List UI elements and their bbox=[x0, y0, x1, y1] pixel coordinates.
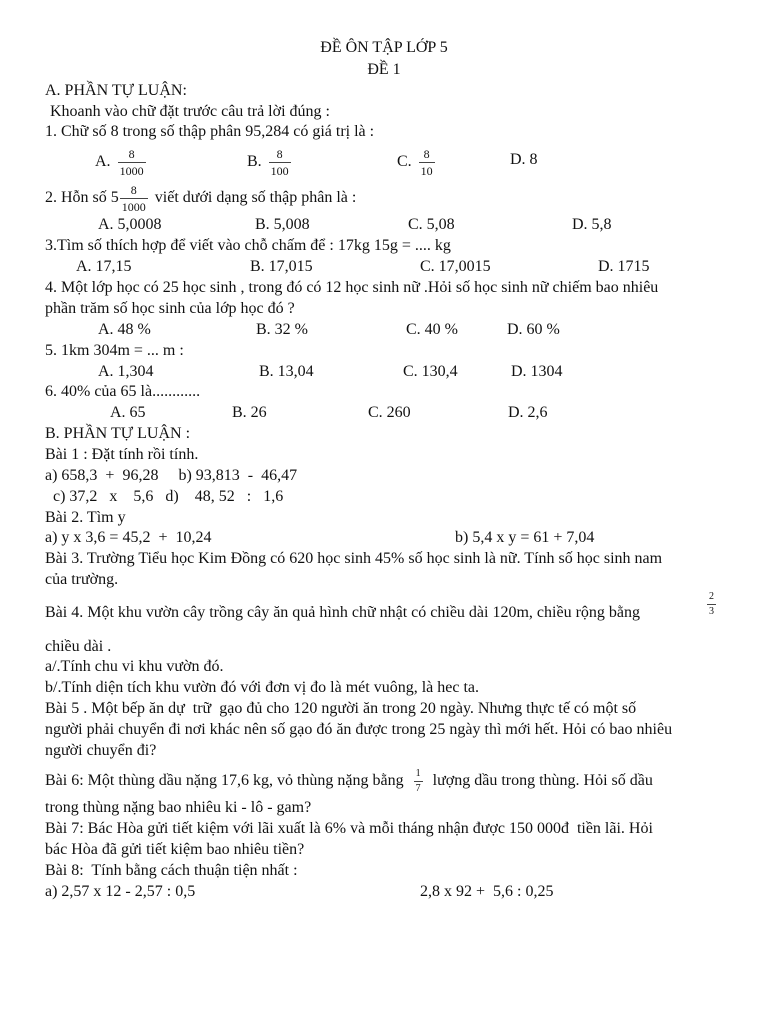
exercise-6-line-1 bbox=[45, 769, 653, 794]
q1-option-c bbox=[397, 148, 438, 177]
exercise-4-part-a: a/.Tính chu vi khu vườn đó. bbox=[45, 658, 224, 675]
exercise-6-prefix: Bài 6: Một thùng dầu nặng 17,6 kg, vỏ thùng nặng bằng bbox=[45, 772, 404, 790]
exercise-8-title: Bài 8: Tính bằng cách thuận tiện nhất : bbox=[45, 862, 298, 879]
q3-option-c: C. 17,0015 bbox=[420, 258, 491, 275]
exercise-5-line-1: Bài 5 . Một bếp ăn dự trữ gạo đủ cho 120 người ăn trong 20 ngày. Nhưng thực tế có một số bbox=[45, 700, 637, 717]
exercise-2-title: Bài 2. Tìm y bbox=[45, 509, 126, 526]
question-1: 1. Chữ số 8 trong số thập phân 95,284 có giá trị là : bbox=[45, 123, 375, 140]
q3-option-b: B. 17,015 bbox=[250, 258, 313, 275]
q5-option-a: A. 1,304 bbox=[98, 363, 154, 380]
q1-option-a bbox=[95, 148, 149, 177]
exercise-5-line-3: người chuyển đi? bbox=[45, 742, 157, 759]
q2-fraction: $\frac{8}{1000}$ bbox=[121, 183, 146, 214]
exercise-7-line-2: bác Hòa đã gửi tiết kiệm bao nhiêu tiền? bbox=[45, 841, 305, 858]
q1-option-b-label: B. bbox=[247, 153, 262, 171]
q2-suffix: viết dưới dạng số thập phân là : bbox=[154, 189, 357, 207]
q2-prefix: 2. Hỗn số 5 bbox=[45, 189, 119, 207]
question-6: 6. 40% của 65 là............ bbox=[45, 383, 201, 400]
exercise-5-line-2: người phải chuyển đi nơi khác nên số gạo đó ăn được trong 25 ngày thì mới hết. Hỏi có bao nhiêu bbox=[45, 721, 673, 738]
q5-option-d: D. 1304 bbox=[511, 363, 563, 380]
exercise-2-part-b: b) 5,4 x y = 61 + 7,04 bbox=[455, 529, 595, 546]
q6-option-a: A. 65 bbox=[110, 404, 146, 421]
page-subtitle: ĐỀ 1 bbox=[367, 61, 401, 78]
q6-option-d: D. 2,6 bbox=[508, 404, 548, 421]
q1-option-c-label: C. bbox=[397, 153, 412, 171]
question-4-line-2: phần trăm số học sinh của lớp học đó ? bbox=[45, 300, 295, 317]
q2-option-d: D. 5,8 bbox=[572, 216, 612, 233]
q6-option-b: B. 26 bbox=[232, 404, 267, 421]
q5-option-b: B. 13,04 bbox=[259, 363, 314, 380]
part-a-instruction: Khoanh vào chữ đặt trước câu trả lời đúng : bbox=[50, 103, 330, 120]
q3-option-d: D. 1715 bbox=[598, 258, 650, 275]
exercise-3-line-1: Bài 3. Trường Tiểu học Kim Đồng có 620 học sinh 45% số học sinh là nữ. Tính số học sinh nam bbox=[45, 550, 663, 567]
q1-option-b bbox=[247, 148, 294, 177]
q1-option-a-fraction: $\frac{8}{1000}$ bbox=[119, 147, 144, 178]
exercise-4-line-2: chiều dài . bbox=[45, 638, 112, 655]
question-4-line-1: 4. Một lớp học có 25 học sinh , trong đó có 12 học sinh nữ .Hỏi số học sinh nữ chiếm bao nhiêu bbox=[45, 279, 659, 296]
exercise-1-line-2: c) 37,2 x 5,6 d) 48, 52 : 1,6 bbox=[53, 488, 284, 505]
page-title: ĐỀ ÔN TẬP LỚP 5 bbox=[320, 39, 448, 56]
q2-option-c: C. 5,08 bbox=[408, 216, 455, 233]
exercise-6-fraction: $\frac{1}{7}$ bbox=[415, 768, 421, 794]
q4-option-c: C. 40 % bbox=[406, 321, 458, 338]
exercise-1-title: Bài 1 : Đặt tính rồi tính. bbox=[45, 446, 199, 463]
question-3: 3.Tìm số thích hợp để viết vào chỗ chấm để : 17kg 15g = .... kg bbox=[45, 237, 451, 254]
question-5: 5. 1km 304m = ... m : bbox=[45, 342, 184, 359]
exercise-3-line-2: của trường. bbox=[45, 571, 119, 588]
exercise-8-part-b: 2,8 x 92 + 5,6 : 0,25 bbox=[420, 883, 554, 900]
q6-option-c: C. 260 bbox=[368, 404, 411, 421]
q4-option-b: B. 32 % bbox=[256, 321, 308, 338]
q2-option-b: B. 5,008 bbox=[255, 216, 310, 233]
q3-option-a: A. 17,15 bbox=[76, 258, 132, 275]
q4-option-d: D. 60 % bbox=[507, 321, 560, 338]
q2-option-a: A. 5,0008 bbox=[98, 216, 162, 233]
part-a-heading: A. PHẦN TỰ LUẬN: bbox=[45, 82, 187, 99]
exercise-6-suffix: lượng dầu trong thùng. Hỏi số dầu bbox=[432, 772, 653, 790]
exercise-7-line-1: Bài 7: Bác Hòa gửi tiết kiệm với lãi xuất là 6% và mỗi tháng nhận được 150 000đ tiền lãi. Hỏi bbox=[45, 820, 653, 837]
question-2 bbox=[45, 184, 356, 213]
exercise-4-part-b: b/.Tính diện tích khu vườn đó với đơn vị đo là mét vuông, là hec ta. bbox=[45, 679, 479, 696]
exercise-4-fraction: $\frac{2}{3}$ bbox=[709, 591, 714, 617]
q5-option-c: C. 130,4 bbox=[403, 363, 458, 380]
exercise-6-line-2: trong thùng nặng bao nhiêu ki - lô - gam? bbox=[45, 799, 312, 816]
exercise-2-part-a: a) y x 3,6 = 45,2 + 10,24 bbox=[45, 529, 212, 546]
q1-option-a-label: A. bbox=[95, 153, 111, 171]
q1-option-d: D. 8 bbox=[510, 151, 538, 168]
q1-option-b-fraction: $\frac{8}{100}$ bbox=[270, 147, 289, 178]
q1-option-c-fraction: $\frac{8}{10}$ bbox=[420, 147, 433, 178]
exercise-1-line-1: a) 658,3 + 96,28 b) 93,813 - 46,47 bbox=[45, 467, 298, 484]
exercise-8-part-a: a) 2,57 x 12 - 2,57 : 0,5 bbox=[45, 883, 196, 900]
q4-option-a: A. 48 % bbox=[98, 321, 151, 338]
part-b-heading: B. PHẦN TỰ LUẬN : bbox=[45, 425, 191, 442]
exercise-4-line-1: Bài 4. Một khu vườn cây trồng cây ăn quả hình chữ nhật có chiều dài 120m, chiều rộng bằng bbox=[45, 604, 640, 621]
